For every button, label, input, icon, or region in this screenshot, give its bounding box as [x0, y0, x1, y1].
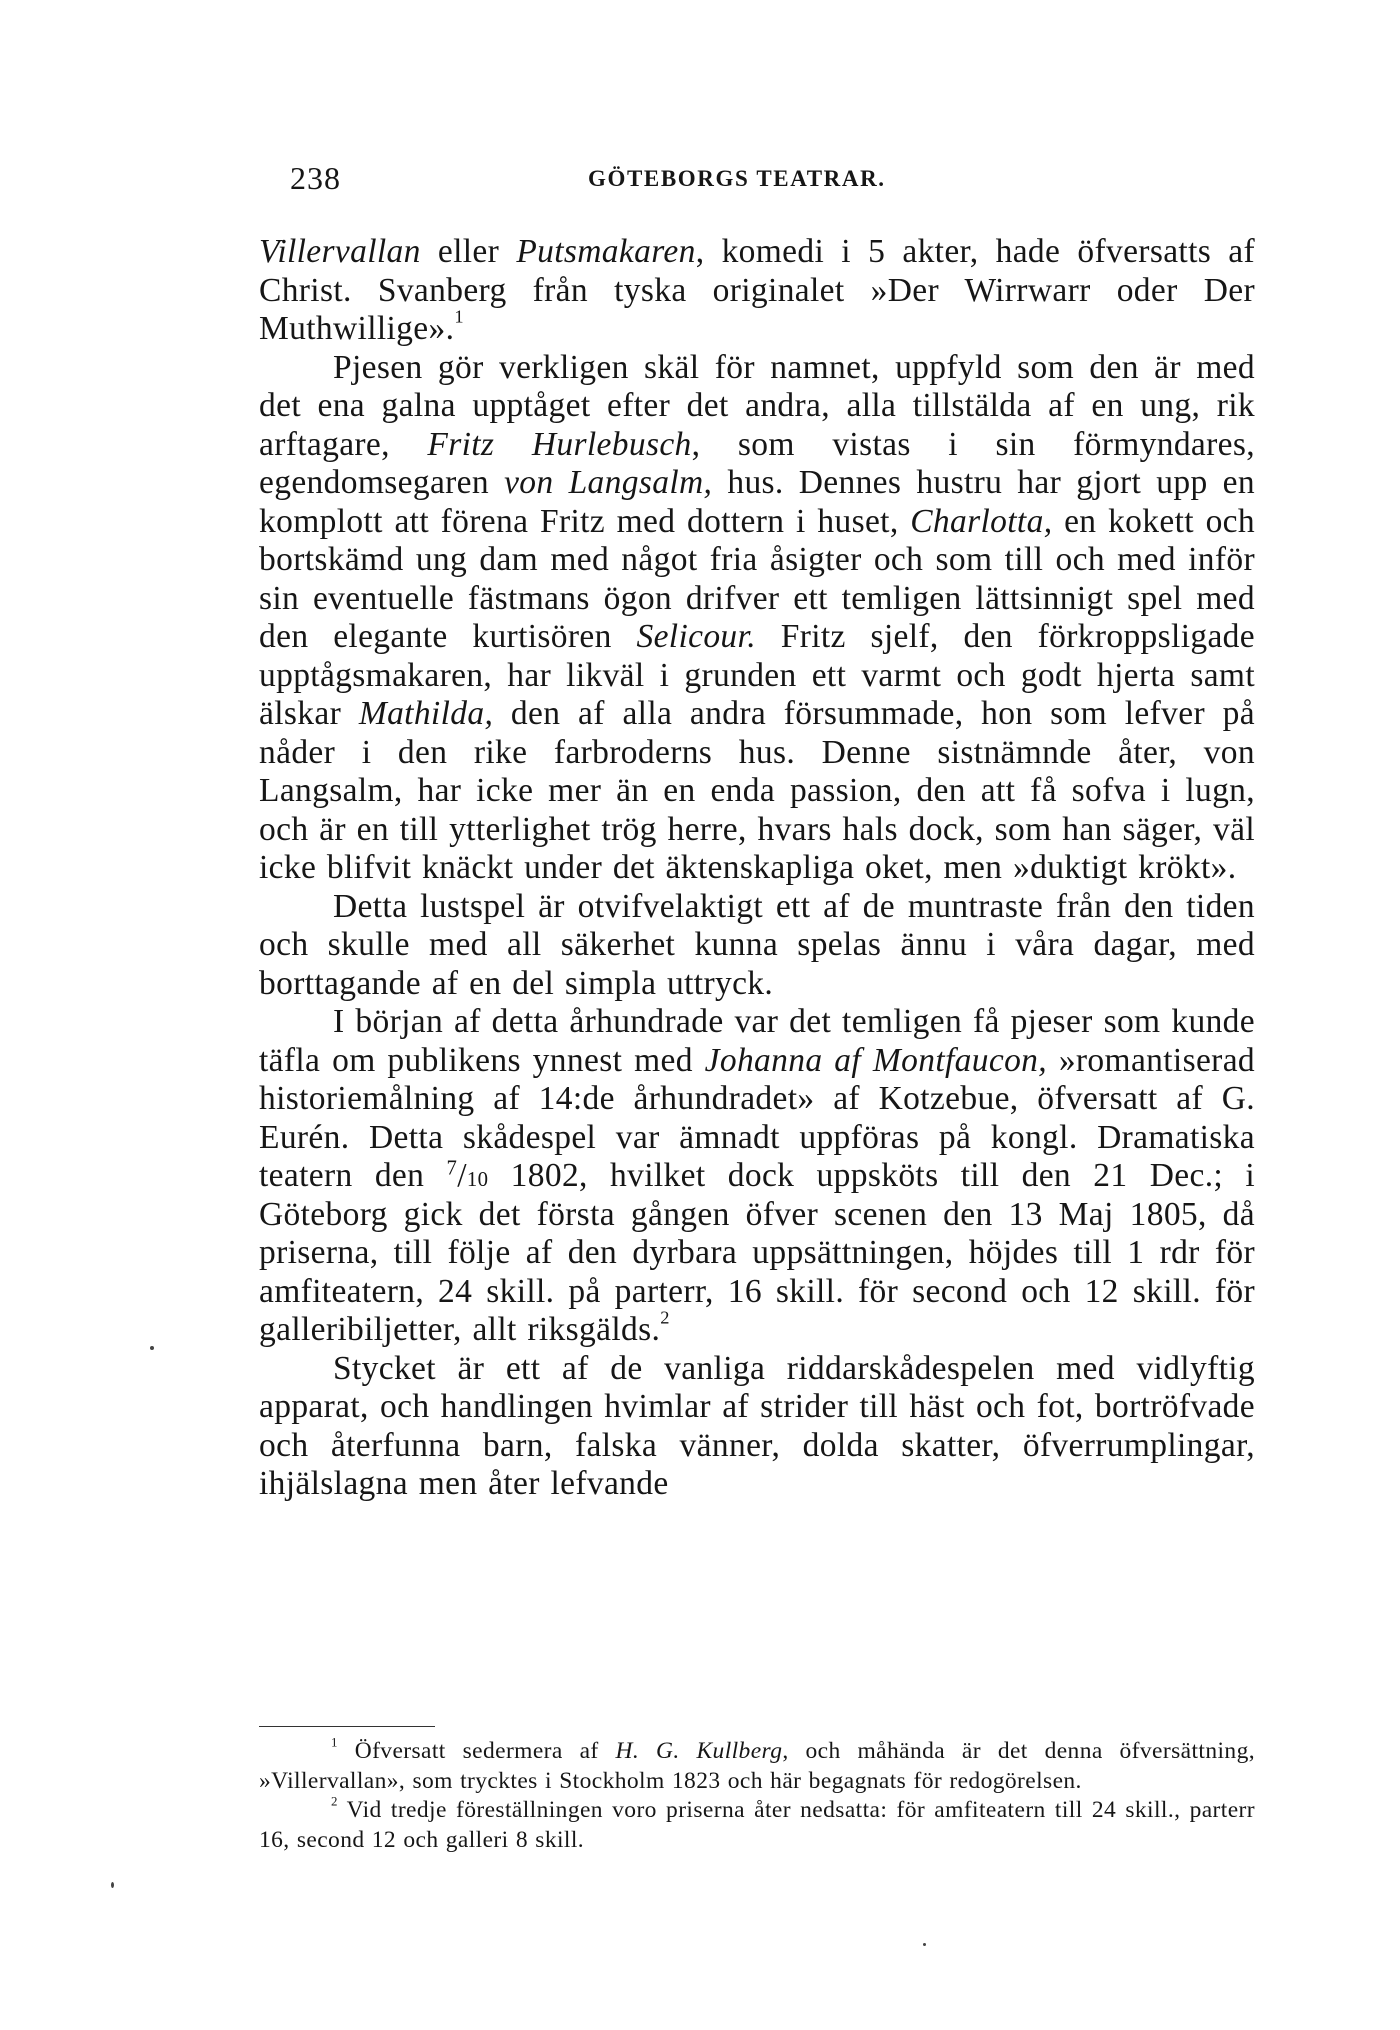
text-run: 7 [446, 1156, 458, 1180]
footnote-marker: 2 [331, 1793, 338, 1809]
body-text [259, 233, 1255, 1504]
text-run: eller [420, 233, 517, 270]
text-run: I början af detta århundrade var det temligen få pjeser som kunde täfla om publikens ynnest med [259, 1003, 1255, 1079]
footnote-marker: 2 [660, 1307, 670, 1328]
text-run: Fritz Hurlebusch [427, 425, 692, 463]
text-run: Johanna af Montfaucon, [704, 1041, 1047, 1079]
footnotes [259, 1734, 1255, 1855]
page-header [290, 160, 1270, 204]
footnote-marker: 1 [454, 306, 464, 327]
paragraph [259, 1003, 1255, 1350]
footnote [259, 1734, 1255, 1796]
text-run: hus. Dennes hustru har gjort upp en komplott att förena Fritz med dottern i huset, [259, 464, 1255, 540]
footnote [259, 1793, 1255, 1855]
running-title: GÖTEBORGS TEATRAR. [588, 166, 886, 191]
page-number: 238 [290, 160, 341, 196]
text-run: en kokett och bortskämd ung dam med något fria åsigter och som till och med inför sin eventuelle fästmans ögon drifver ett temligen lättsinnigt spel med den elegante kurtisören [259, 502, 1255, 655]
paragraph [259, 233, 1255, 349]
text-run: 10 [466, 1168, 489, 1191]
scan-speck [150, 1346, 154, 1350]
text-run: Charlotta, [910, 502, 1053, 540]
text-run: Pjesen gör verkligen skäl för namnet, uppfyld som den är med det ena galna upptåget efter det andra, alla tillstälda af en ung, rik arftagare, [259, 348, 1255, 463]
text-run: »romantiserad historiemålning af 14:de århundradet» af Kotzebue, öfversatt af G. Eurén. Detta skådespel var ämnadt uppföras på kongl. Dramatiska teatern den [259, 1041, 1256, 1194]
text-run: Detta lustspel är otvifvelaktigt ett af de muntraste från den tiden och skulle med all säkerhet kunna spelas ännu i våra dagar, med borttagande af en del simpla uttryck. [259, 887, 1255, 1002]
footnote-marker: 1 [331, 1734, 338, 1750]
scan-speck [923, 1943, 926, 1946]
text-run: Mathilda, [358, 695, 494, 732]
text-run: , komedi i 5 akter, hade öfversatts af Christ. Svanberg från tyska originalet »Der Wirrwarr oder Der Muthwillige». [259, 233, 1255, 347]
paragraph [259, 888, 1255, 1004]
footnote-divider [259, 1726, 435, 1727]
text-run: Öfversatt sedermera af [337, 1738, 616, 1764]
text-run: 1802, hvilket dock uppsköts till den 21 Dec.; i Göteborg gick det första gången öfver scenen den 13 Maj 1805, då priserna, till följe af den dyrbara uppsättningen, höjdes till 1 rdr för amfiteatern, 24 skill. på parterr, 16 skill. för second och 12 skill. för galleribiljetter, allt riksgälds. [259, 1157, 1256, 1348]
paragraph [259, 1350, 1255, 1504]
text-run: Fritz sjelf, den förkroppsligade upptågsmakaren, har likväl i grunden ett varmt och godt hjerta samt älskar [259, 618, 1255, 732]
text-run: / [457, 1157, 467, 1194]
scan-speck [111, 1882, 114, 1888]
text-run: Vid tredje föreställningen voro priserna åter nedsatta: för amfiteatern till 24 skill., parterr 16, second 12 och galleri 8 skill. [259, 1797, 1255, 1853]
text-run: Putsmakaren [516, 233, 696, 270]
text-run: , som vistas i sin förmyndares, egendomsegaren [259, 425, 1255, 501]
text-run: Villervallan [259, 233, 421, 270]
text-run: von Langsalm, [504, 464, 713, 501]
text-run: H. G. Kullberg [615, 1738, 783, 1764]
text-run: den af alla andra försummade, hon som lefver på nåder i den rike farbroderns hus. Denne sistnämnde åter, von Langsalm, har icke mer än en enda passion, den att få sofva i lugn, och är en till ytterlighet trög herre, hvars hals dock, som han säger, väl icke blifvit knäckt under det äktenskapliga oket, men »duktigt krökt». [259, 695, 1255, 886]
text-run: Stycket är ett af de vanliga riddarskådespelen med vidlyftig apparat, och handlingen hvimlar af strider till häst och fot, bortröfvade och återfunna barn, falska vänner, dolda skatter, öfverrumplingar, ihjälslagna men åter lefvande [259, 1349, 1255, 1502]
text-run: Selicour. [636, 618, 756, 655]
paragraph [259, 349, 1255, 888]
text-run: , och måhända är det denna öfversättning, »Villervallan», som trycktes i Stockholm 1823 och här begagnats för redogörelsen. [259, 1738, 1255, 1794]
